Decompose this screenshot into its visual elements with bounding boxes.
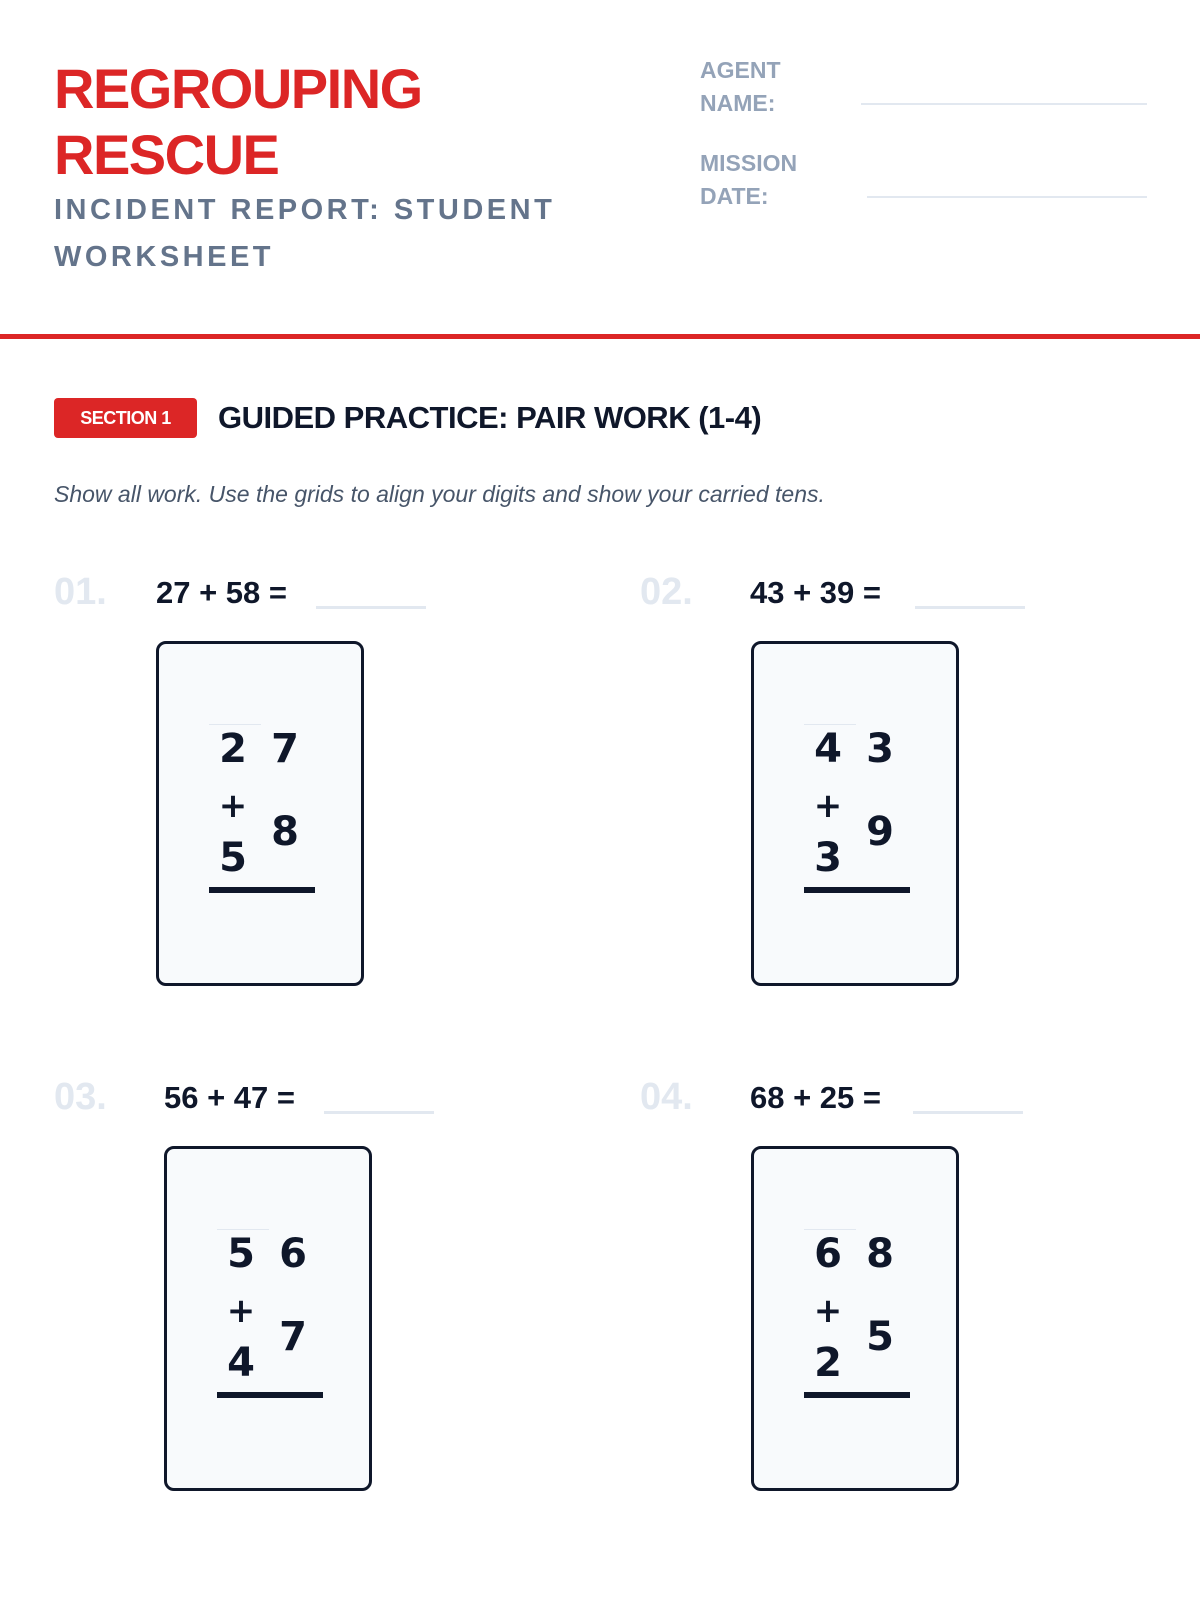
agent-name-line[interactable] — [861, 103, 1147, 105]
top-tens-digit: 4 — [814, 726, 842, 772]
section-title: GUIDED PRACTICE: PAIR WORK (1-4) — [218, 400, 762, 435]
answer-line[interactable] — [324, 1111, 434, 1114]
bottom-ones-digit: 8 — [271, 809, 299, 855]
bottom-ones-digit: 7 — [279, 1314, 307, 1360]
top-tens-digit: 2 — [219, 726, 247, 772]
sum-bar — [804, 1392, 910, 1398]
plus-sign: + — [813, 786, 843, 826]
mission-date-field — [700, 147, 1150, 217]
work-grid[interactable] — [164, 1146, 372, 1491]
bottom-ones-digit: 5 — [866, 1314, 894, 1360]
agent-name-field — [700, 54, 1150, 124]
answer-line[interactable] — [316, 606, 426, 609]
problem-number: 03. — [54, 1076, 107, 1118]
problem-equation: 43 + 39 = — [750, 575, 882, 610]
sum-bar — [217, 1392, 323, 1398]
answer-line[interactable] — [913, 1111, 1023, 1114]
sum-bar — [209, 887, 315, 893]
carry-row — [217, 1229, 269, 1230]
problem-4 — [640, 1075, 1160, 1495]
top-ones-digit: 6 — [279, 1231, 307, 1277]
header-divider — [0, 334, 1200, 339]
instructions-text: Show all work. Use the grids to align your digits and show your carried tens. — [54, 481, 825, 507]
top-ones-digit: 8 — [866, 1231, 894, 1277]
title-line-1: REGROUPING — [54, 57, 422, 120]
worksheet-header — [0, 0, 1200, 340]
bottom-tens-digit: 3 — [814, 835, 842, 881]
problem-1 — [54, 570, 574, 990]
bottom-tens-digit: 4 — [227, 1340, 255, 1386]
problem-number: 01. — [54, 571, 107, 613]
title-line-2: RESCUE — [54, 123, 279, 186]
carry-row — [804, 1229, 856, 1230]
carry-row — [804, 724, 856, 725]
carry-row — [209, 724, 261, 725]
worksheet-title — [54, 56, 422, 188]
top-ones-digit: 3 — [866, 726, 894, 772]
plus-sign: + — [218, 786, 248, 826]
bottom-tens-digit: 5 — [219, 835, 247, 881]
work-grid[interactable] — [156, 641, 364, 986]
bottom-ones-digit: 9 — [866, 809, 894, 855]
work-grid[interactable] — [751, 641, 959, 986]
problem-equation: 56 + 47 = — [164, 1080, 296, 1115]
plus-sign: + — [226, 1291, 256, 1331]
plus-sign: + — [813, 1291, 843, 1331]
worksheet-subtitle: INCIDENT REPORT: STUDENT WORKSHEET — [54, 194, 556, 273]
mission-date-label: MISSION DATE: — [700, 150, 798, 209]
problem-number: 02. — [640, 571, 693, 613]
problem-3 — [54, 1075, 574, 1495]
problem-2 — [640, 570, 1160, 990]
sum-bar — [804, 887, 910, 893]
section-badge: SECTION 1 — [54, 398, 197, 438]
top-tens-digit: 5 — [227, 1231, 255, 1277]
top-tens-digit: 6 — [814, 1231, 842, 1277]
answer-line[interactable] — [915, 606, 1025, 609]
problem-equation: 27 + 58 = — [156, 575, 288, 610]
problem-number: 04. — [640, 1076, 693, 1118]
agent-name-label: AGENT NAME: — [700, 57, 781, 116]
work-grid[interactable] — [751, 1146, 959, 1491]
top-ones-digit: 7 — [271, 726, 299, 772]
mission-date-line[interactable] — [867, 196, 1147, 198]
problem-equation: 68 + 25 = — [750, 1080, 882, 1115]
bottom-tens-digit: 2 — [814, 1340, 842, 1386]
